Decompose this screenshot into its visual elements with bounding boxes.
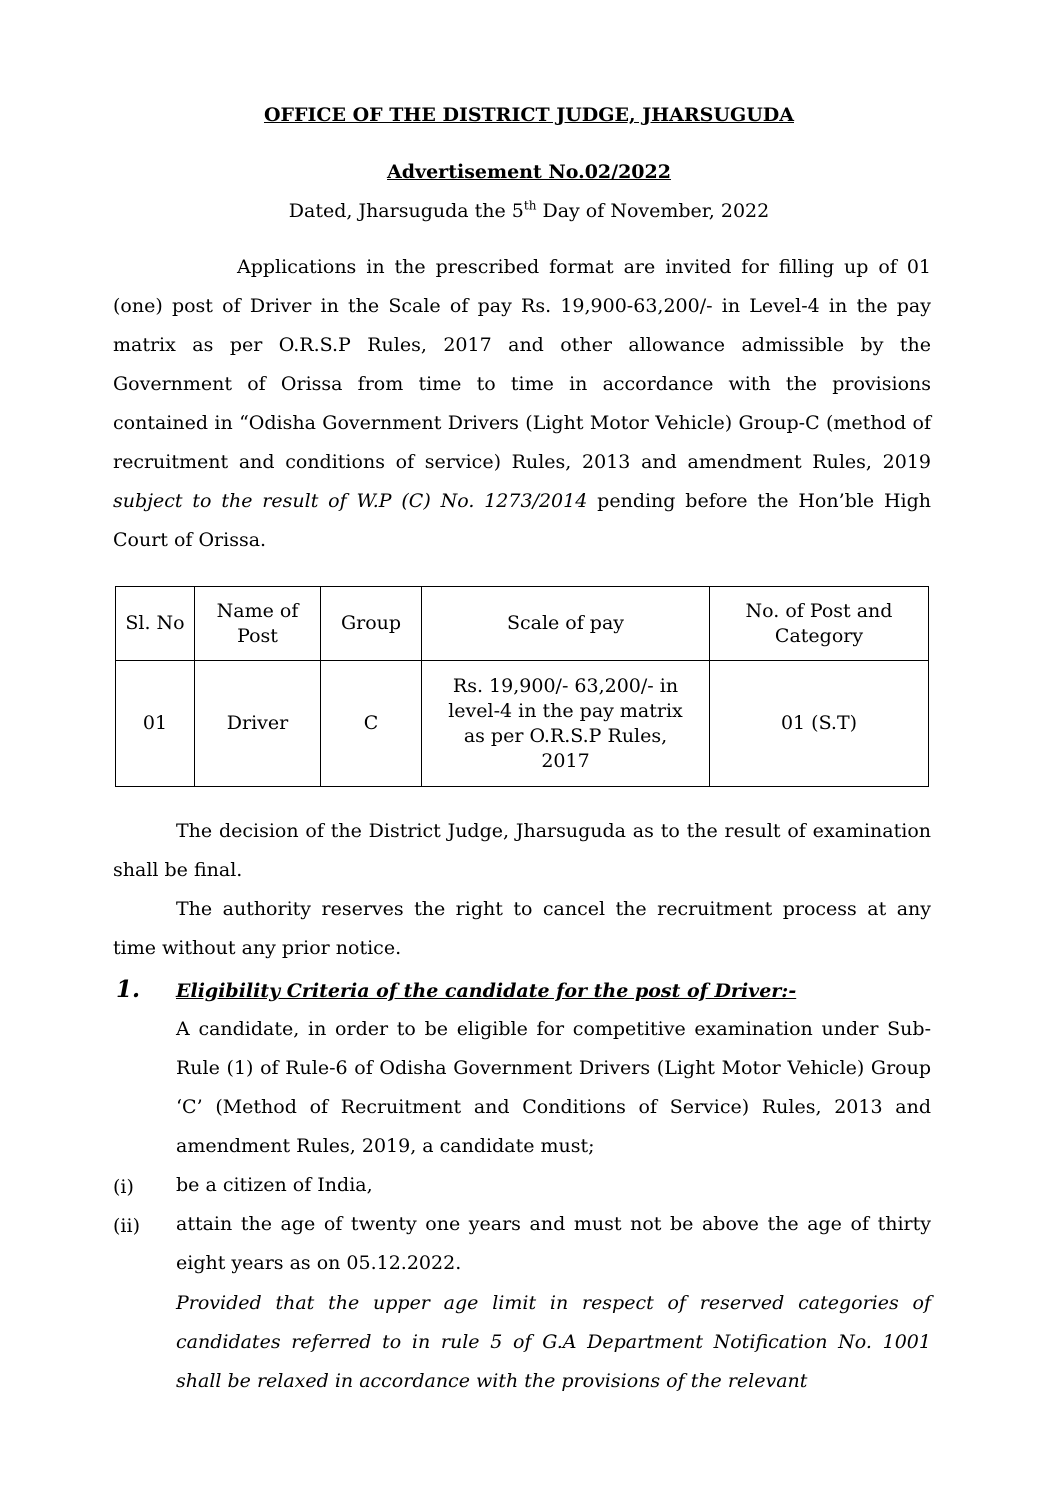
- section-number: 1.: [116, 976, 141, 1003]
- table-cell: 01 (S.T): [710, 661, 929, 787]
- table-cell: C: [321, 661, 422, 787]
- table-row: [116, 661, 929, 787]
- table-header-cell: Group: [321, 587, 422, 661]
- table-header-cell: Sl. No: [116, 587, 195, 661]
- list-item-marker: (i): [113, 1176, 134, 1198]
- post-table: [115, 586, 929, 787]
- table-cell: Driver: [195, 661, 321, 787]
- table-cell: Rs. 19,900/- 63,200/- in level-4 in the pay matrix as per O.R.S.P Rules, 2017: [422, 661, 710, 787]
- proviso-paragraph: Provided that the upper age limit in respect of reserved categories of candidates referred to in rule 5 of G.A Department Notification No. 1001 shall be relaxed in accordance with the provisions of the relevant: [176, 1292, 931, 1392]
- table-header-cell: Name of Post: [195, 587, 321, 661]
- table-cell: 01: [116, 661, 195, 787]
- section-title: Eligibility Criteria of the candidate for the post of Driver:-: [176, 980, 797, 1002]
- table-header-cell: No. of Post and Category: [710, 587, 929, 661]
- advertisement-number: Advertisement No.02/2022: [387, 161, 671, 183]
- list-item: be a citizen of India,: [176, 1174, 373, 1196]
- table-header-row: [116, 587, 929, 661]
- decision-paragraph: The decision of the District Judge, Jharsuguda as to the result of examination shall be final.: [113, 820, 931, 881]
- table-header-cell: Scale of pay: [422, 587, 710, 661]
- reserve-paragraph: The authority reserves the right to cancel the recruitment process at any time without any prior notice.: [113, 898, 931, 959]
- list-item-marker: (ii): [113, 1215, 140, 1237]
- section-body: A candidate, in order to be eligible for competitive examination under Sub-Rule (1) of Rule-6 of Odisha Government Drivers (Light Motor Vehicle) Group ‘C’ (Method of Recruitment and Conditions of Service) Rules, 2013 and amendment Rules, 2019, a candidate must;: [176, 1018, 931, 1157]
- intro-paragraph: Applications in the prescribed format are invited for filling up of 01 (one) post of Driver in the Scale of pay Rs. 19,900-63,200/- in Level-4 in the pay matrix as per O.R.S.P Rules, 2017 and other allowance admissible by the Government of Orissa from time to time in accordance with the provisions contained in “Odisha Government Drivers (Light Motor Vehicle) Group-C (method of recruitment and conditions of service) Rules, 2013 and amendment Rules, 2019 subject to the result of W.P (C) No. 1273/2014 pending before the Hon’ble High Court of Orissa.: [113, 256, 931, 551]
- dated-line: Dated, Jharsuguda the 5th Day of November, 2022: [288, 198, 770, 222]
- list-item: attain the age of twenty one years and must not be above the age of thirty eight years as on 05.12.2022.: [176, 1213, 931, 1274]
- office-heading: OFFICE OF THE DISTRICT JUDGE, JHARSUGUDA: [263, 104, 794, 126]
